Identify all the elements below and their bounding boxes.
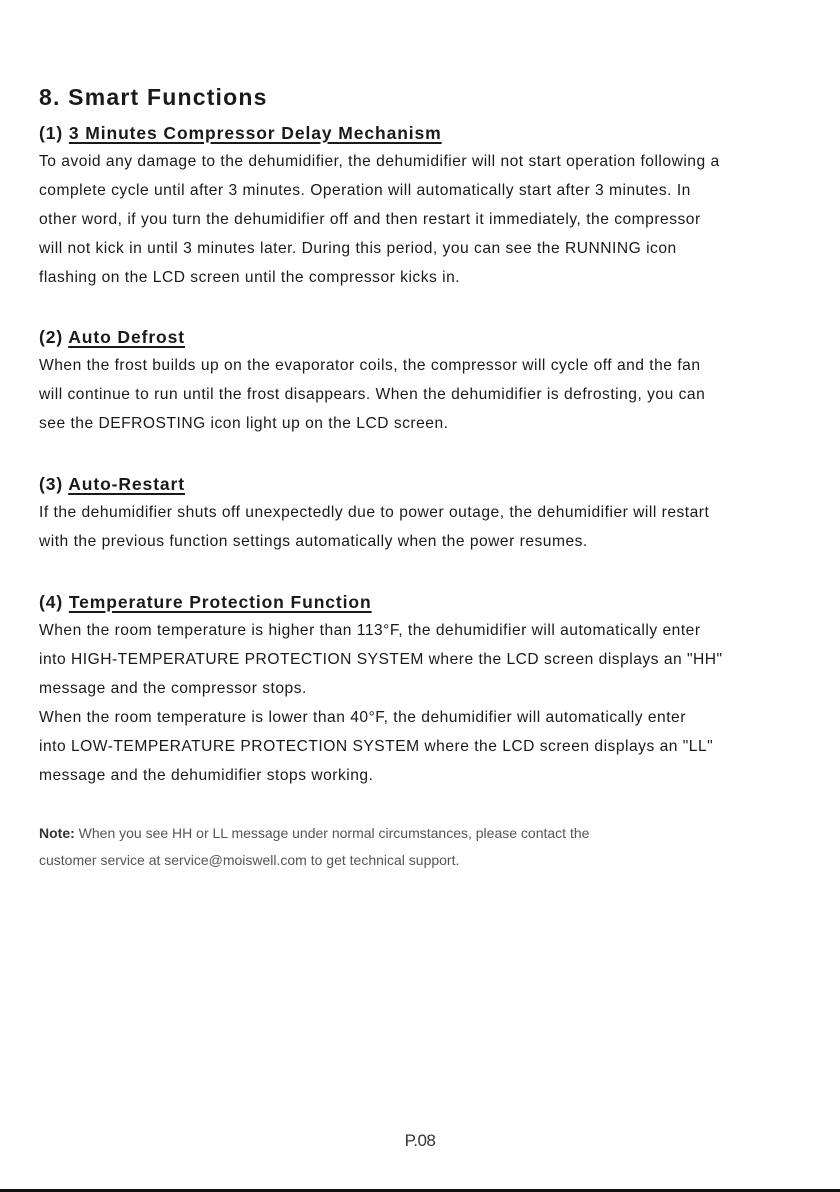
support-note	[39, 820, 809, 874]
section-title: Auto-Restart	[68, 474, 185, 494]
section-title: Auto Defrost	[68, 327, 185, 347]
section-compressor-delay	[39, 121, 809, 292]
paragraph-line: with the previous function settings automatically when the power resumes.	[39, 533, 588, 550]
paragraph-line: will continue to run until the frost disappears. When the dehumidifier is defrosting, you can	[39, 386, 706, 403]
paragraph-line: When the room temperature is higher than 113°F, the dehumidifier will automatically enter	[39, 622, 701, 639]
note-line: customer service at service@moiswell.com to get technical support.	[39, 852, 460, 868]
paragraph-line: message and the compressor stops.	[39, 680, 307, 697]
paragraph-line: When the room temperature is lower than 40°F, the dehumidifier will automatically enter	[39, 709, 686, 726]
section-heading	[39, 325, 809, 349]
section-number: (2)	[39, 327, 64, 347]
paragraph-line: If the dehumidifier shuts off unexpectedly due to power outage, the dehumidifier will restart	[39, 504, 710, 521]
page-title: 8. Smart Functions	[39, 84, 268, 110]
paragraph-line: into LOW-TEMPERATURE PROTECTION SYSTEM where the LCD screen displays an "LL"	[39, 738, 714, 755]
section-number: (1)	[39, 123, 64, 143]
paragraph-line: flashing on the LCD screen until the compressor kicks in.	[39, 269, 461, 286]
section-auto-restart	[39, 472, 809, 556]
section-title: Temperature Protection Function	[68, 592, 372, 612]
note-label: Note:	[39, 825, 75, 841]
paragraph-line: other word, if you turn the dehumidifier off and then restart it immediately, the compressor	[39, 211, 701, 228]
page-number: P.08	[404, 1131, 436, 1150]
paragraph-line: To avoid any damage to the dehumidifier, the dehumidifier will not start operation following a	[39, 153, 720, 170]
paragraph-line: into HIGH-TEMPERATURE PROTECTION SYSTEM where the LCD screen displays an "HH"	[39, 651, 723, 668]
paragraph-line: message and the dehumidifier stops working.	[39, 767, 374, 784]
note-text: When you see HH or LL message under normal circumstances, please contact the	[78, 825, 590, 841]
section-number: (3)	[39, 474, 64, 494]
paragraph-line: will not kick in until 3 minutes later. During this period, you can see the RUNNING icon	[39, 240, 677, 257]
paragraph-line: complete cycle until after 3 minutes. Operation will automatically start after 3 minutes. In	[39, 182, 691, 199]
section-heading	[39, 590, 809, 614]
section-auto-defrost	[39, 325, 809, 438]
section-title: 3 Minutes Compressor Delay Mechanism	[68, 123, 442, 143]
section-heading	[39, 472, 809, 496]
section-number: (4)	[39, 592, 64, 612]
section-temperature-protection	[39, 590, 809, 790]
note-line	[39, 820, 809, 847]
section-heading	[39, 121, 809, 145]
paragraph-line: see the DEFROSTING icon light up on the LCD screen.	[39, 415, 449, 432]
paragraph-line: When the frost builds up on the evaporator coils, the compressor will cycle off and the fan	[39, 357, 701, 374]
